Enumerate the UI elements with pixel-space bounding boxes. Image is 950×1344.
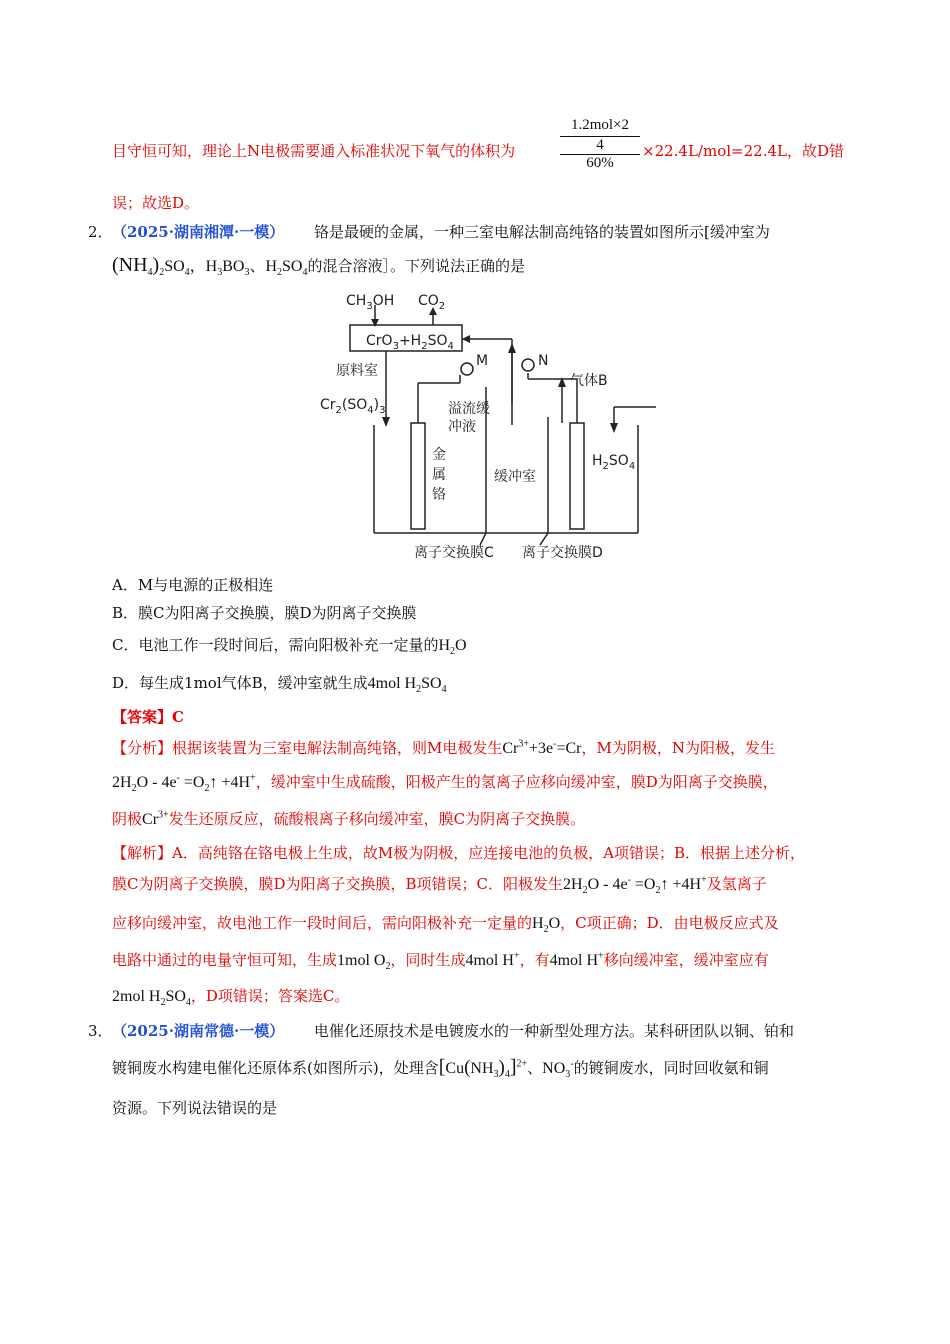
label-h2so4: $H_2SO_4$ <box>592 453 636 472</box>
answer-conclusion: 误；故选D。 <box>112 194 200 212</box>
question-stem-3-line-3: 资源。下列说法错误的是 <box>112 1099 278 1117</box>
solution-line-1: 【解析】A．高纯铬在铬电极上生成，故M极为阴极，应连接电池的负极，A项错误；B．根据上述分析， <box>112 844 806 862</box>
label-membrane-c: 离子交换膜C <box>414 545 494 561</box>
label-reservoir: $CrO_3+H_2SO_4$ <box>366 333 454 352</box>
analysis-line-2: $2H_2O - 4e^-$ $=O_2↑ +4H^+$，缓冲室中生成硫酸，阳极产生的氢离子应移向缓冲室，膜D为阳离子交换膜， <box>112 772 778 795</box>
solution-line-3: 应移向缓冲室，故电池工作一段时间后，需向阳极补充一定量的$H_2O$，C项正确；D．由电极反应式及 <box>112 914 779 936</box>
label-membrane-d: 离子交换膜D <box>522 545 603 561</box>
option-d[interactable]: D．每生成1mol气体B，缓冲室就生成4mol $H_2SO_4$ <box>112 674 447 696</box>
solution-line-4: 电路中通过的电量守恒可知，生成1mol $O_2$，同时生成4mol H+，有4mol H+移向缓冲室，缓冲室应有 <box>112 950 769 973</box>
option-c[interactable]: C．电池工作一段时间后，需向阳极补充一定量的$H_2O$ <box>112 636 467 658</box>
answer-line: 【答案】C <box>112 708 184 726</box>
label-metal-1: 金 <box>432 447 446 463</box>
answer-continuation-suffix: ×22.4L/mol=22.4L，故D错 <box>642 142 844 160</box>
fraction-denominator: 60% <box>586 155 614 171</box>
question-stem-3: 电催化还原技术是电镀废水的一种新型处理方法。某科研团队以铜、铂和 <box>314 1022 795 1040</box>
option-a[interactable]: A．M与电源的正极相连 <box>112 576 274 594</box>
label-cr2so43: $Cr_2(SO_4)_3$ <box>320 397 386 416</box>
solution-line-5: 2mol $H_2SO_4$，D项错误；答案选C。 <box>112 987 350 1009</box>
solution-line-2: 膜C为阴离子交换膜，膜D为阳离子交换膜，B项错误；C．阳极发生$2H_2O - 4e^-$ $=O_2↑ +4H^+$及氢离子 <box>112 874 767 897</box>
question-number: 2． <box>88 223 113 241</box>
question-source-3: （2025·湖南常德·一模） <box>112 1022 285 1040</box>
label-buffer-room: 缓冲室 <box>494 469 536 485</box>
fraction <box>560 117 640 172</box>
label-electrode-n: N <box>538 353 549 369</box>
question-stem-3-line-2: 镀铜废水构建电催化还原体系(如图所示)，处理含$[Cu(NH_3)_4]^{2+}$、$NO_3^-$的镀铜废水，同时回收氨和铜 <box>112 1056 769 1081</box>
label-ch3oh: $CH_3OH$ <box>346 293 395 312</box>
label-gas-b: 气体B <box>570 373 608 389</box>
answer-continuation: 目守恒可知，理论上N电极需要通入标准状况下氧气的体积为 <box>112 142 516 160</box>
question-number-3: 3． <box>88 1022 113 1040</box>
analysis-line-1: 【分析】根据该装置为三室电解法制高纯铬，则M电极发生$Cr^{3+}+3e^-=Cr$，M为阴极，N为阳极，发生 <box>112 738 776 757</box>
analysis-line-3: 阴极$Cr^{3+}$发生还原反应，硫酸根离子移向缓冲室，膜C为阴离子交换膜。 <box>112 809 586 828</box>
question-stem: 铬是最硬的金属，一种三室电解法制高纯铬的装置如图所示[缓冲室为 <box>314 223 770 241</box>
label-raw-room: 原料室 <box>336 363 378 379</box>
label-overflow-1: 溢流缓 <box>448 401 490 417</box>
question-source: （2025·湖南湘潭·一模） <box>112 223 285 241</box>
label-metal-3: 铬 <box>432 487 446 503</box>
fraction-numerator: 1.2mol×2 <box>570 117 630 133</box>
label-overflow-2: 冲液 <box>448 419 476 435</box>
electrolysis-diagram <box>300 285 680 565</box>
label-electrode-m: M <box>476 353 489 369</box>
question-stem-formula: $(NH_4)_2SO_4$，$H_3BO_3$、$H_2SO_4$的混合溶液］。下列说法正确的是 <box>112 254 525 279</box>
fraction-middle: 4 <box>596 137 604 153</box>
label-metal-2: 属 <box>432 467 446 483</box>
label-co2: $CO_2$ <box>418 293 446 312</box>
option-b[interactable]: B．膜C为阳离子交换膜，膜D为阴离子交换膜 <box>112 604 417 622</box>
